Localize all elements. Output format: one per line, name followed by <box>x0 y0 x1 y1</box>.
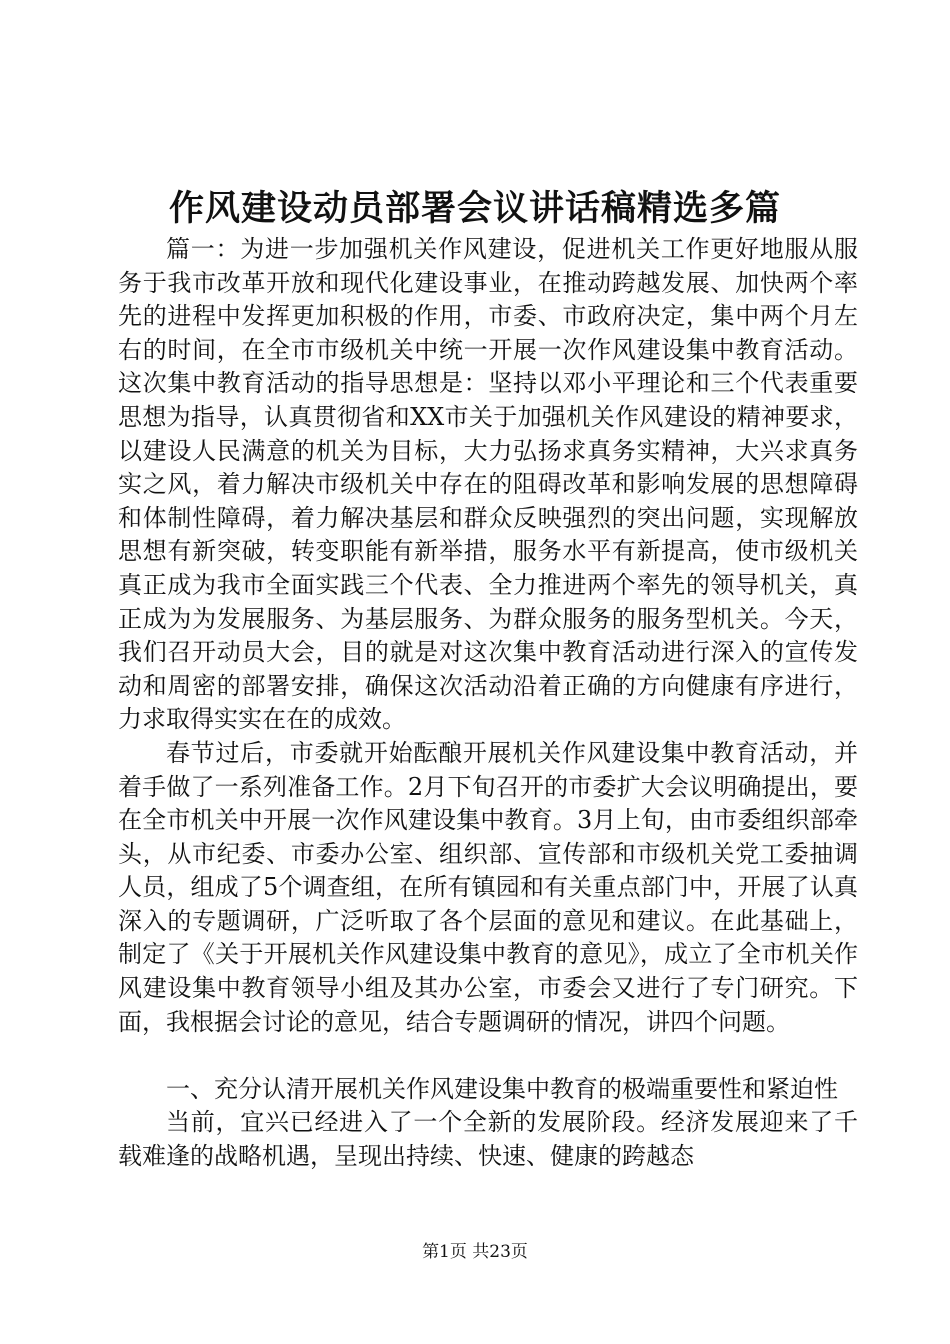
paragraph-1: 篇一：为进一步加强机关作风建设，促进机关工作更好地服从服务于我市改革开放和现代化建设事业，在推动跨越发展、加快两个率先的进程中发挥更加积极的作用，市委、市政府决定，集中两个月左右的时间，在全市市级机关中统一开展一次作风建设集中教育活动。这次集中教育活动的指导思想是：坚持以邓小平理论和三个代表重要思想为指导，认真贯彻省和XX市关于加强机关作风建设的精神要求，以建设人民满意的机关为目标，大力弘扬求真务实精神，大兴求真务实之风，着力解决市级机关中存在的阻碍改革和影响发展的思想障碍和体制性障碍，着力解决基层和群众反映强烈的突出问题，实现解放思想有新突破，转变职能有新举措，服务水平有新提高，使市级机关真正成为我市全面实践三个代表、全力推进两个率先的领导机关，真正成为为发展服务、为基层服务、为群众服务的服务型机关。今天，我们召开动员大会，目的就是对这次集中教育活动进行深入的宣传发动和周密的部署安排，确保这次活动沿着正确的方向健康有序进行，力求取得实实在在的成效。 <box>118 235 858 734</box>
document-body <box>118 233 858 1174</box>
document-title: 作风建设动员部署会议讲话稿精选多篇 <box>168 188 781 229</box>
page-footer: 第1页 共23页 <box>422 1242 528 1262</box>
section-paragraph: 当前，宜兴已经进入了一个全新的发展阶段。经济发展迎来了千载难逢的战略机遇，呈现出持续、快速、健康的跨越态 <box>118 1108 858 1171</box>
paragraph-2: 春节过后，市委就开始酝酿开展机关作风建设集中教育活动，并着手做了一系列准备工作。2月下旬召开的市委扩大会议明确提出，要在全市机关中开展一次作风建设集中教育。3月上旬，由市委组织部牵头，从市纪委、市委办公室、组织部、宣传部和市级机关党工委抽调人员，组成了5个调查组，在所有镇园和有关重点部门中，开展了认真深入的专题调研，广泛听取了各个层面的意见和建议。在此基础上，制定了《关于开展机关作风建设集中教育的意见》，成立了全市机关作风建设集中教育领导小组及其办公室，市委会又进行了专门研究。下面，我根据会讨论的意见，结合专题调研的情况，讲四个问题。 <box>118 738 858 1036</box>
section-heading: 一、充分认清开展机关作风建设集中教育的极端重要性和紧迫性 <box>166 1074 838 1103</box>
